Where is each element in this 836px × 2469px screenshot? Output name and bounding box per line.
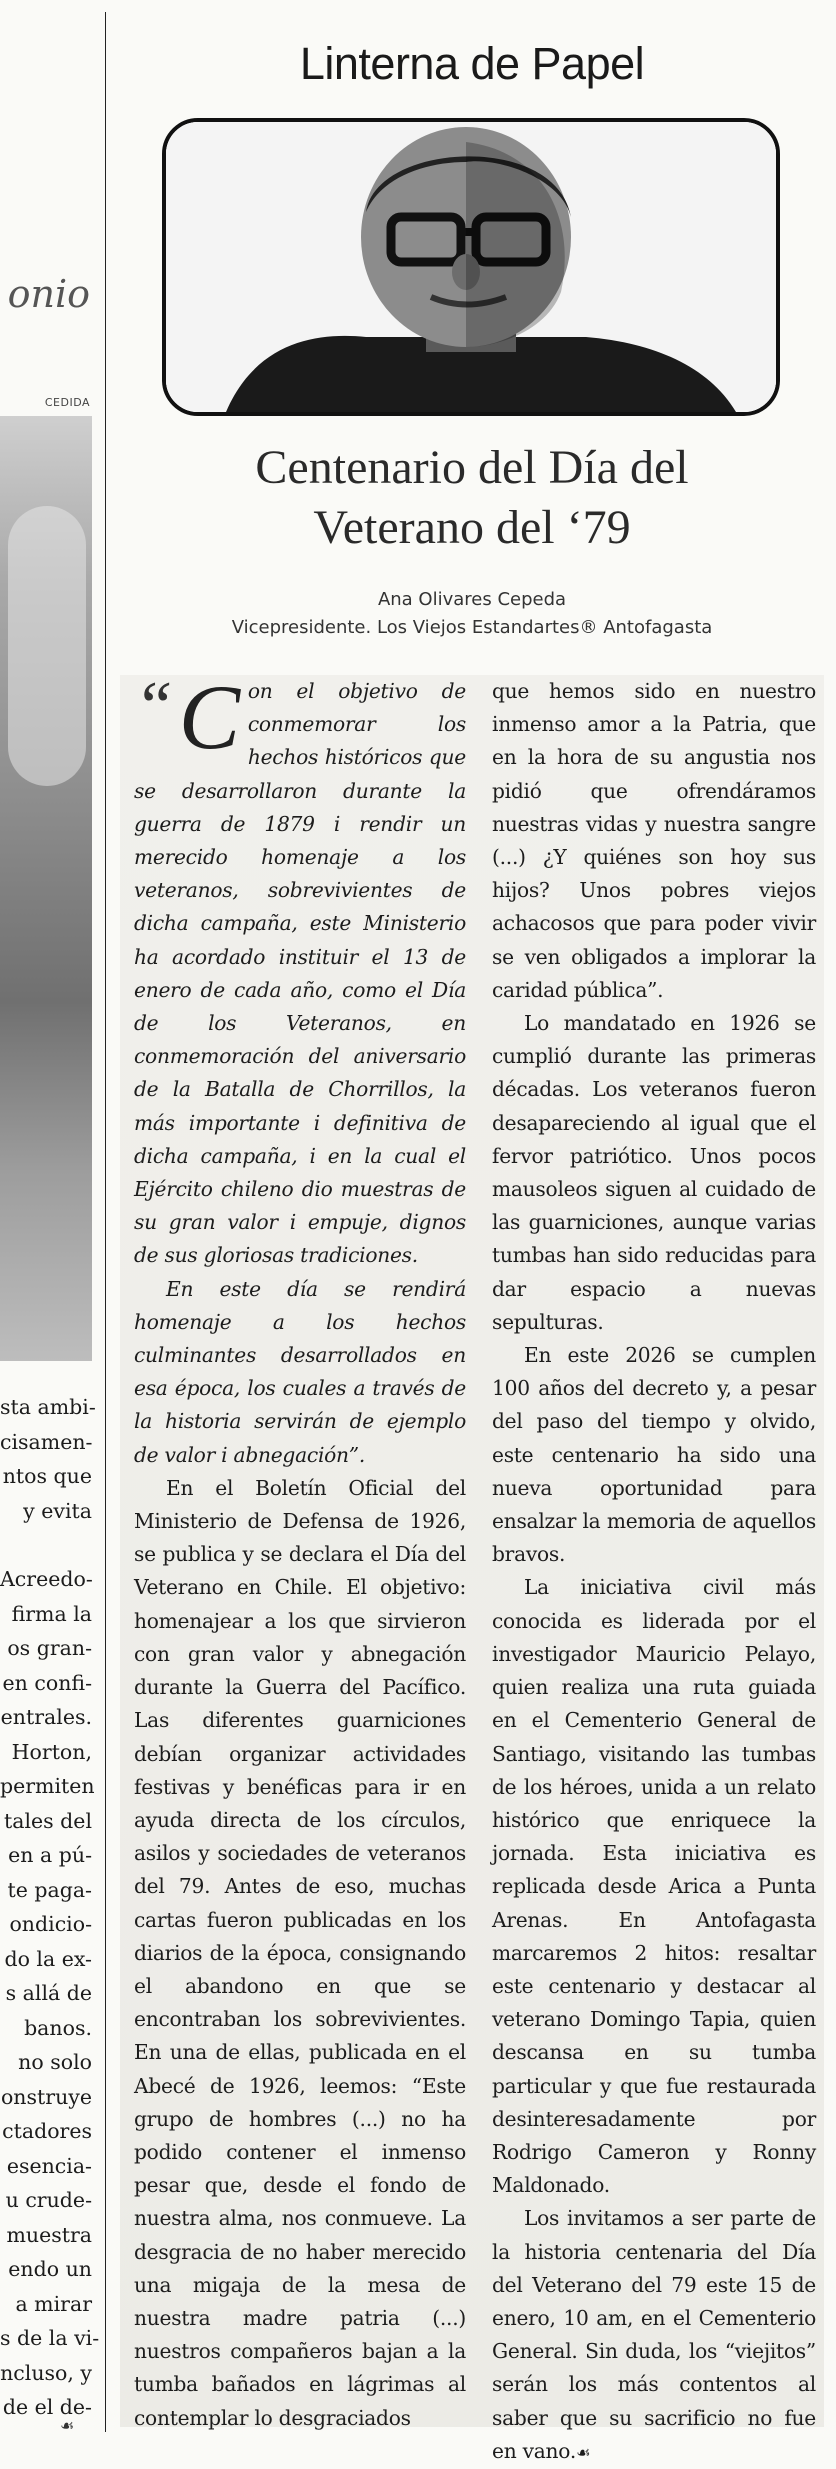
left-text-line: a mirar: [15, 2291, 92, 2316]
open-quote-mark: “: [134, 668, 173, 745]
portrait-illustration: [166, 122, 776, 412]
left-text-line: ctadores: [2, 2119, 92, 2143]
left-text-line: esencia-: [6, 2153, 92, 2178]
left-text-line: Horton,: [11, 1739, 92, 1764]
article-end-mark: ☙: [576, 2442, 591, 2462]
left-text-line: muestra: [6, 2222, 92, 2247]
photo-credit: CEDIDA: [44, 396, 90, 409]
paragraph-2: En este día se rendirá homenaje a los hechos culminantes desarrollados en esa época, los cuales a través de la historia servirán de ejemplo de valor i abnegación”.: [134, 1276, 466, 1467]
article-column-1: [134, 666, 466, 2435]
left-headline-fragment: onio: [7, 272, 90, 316]
left-text-line: endo un: [8, 2257, 92, 2281]
left-text-line: ncluso, y: [0, 2360, 92, 2385]
paragraph-5: Lo mandatado en 1926 se cumplió durante las primeras décadas. Los veteranos fueron desapareciendo al igual que el fervor patriótico. Unos pocos mausoleos siguen al cuidado de las guarniciones, aunque varias tumbas han sido reducidas para dar espacio a nuevas sepulturas.: [492, 1011, 816, 1334]
left-text-line: cisamen-: [0, 1429, 93, 1454]
author-name: Ana Olivares Cepeda: [377, 589, 567, 610]
article-headline: [120, 438, 824, 558]
left-text-line: s de la vi-: [0, 2326, 100, 2350]
left-text-line: no solo: [18, 2050, 92, 2074]
column-divider: [105, 12, 106, 2432]
opinion-column: [120, 0, 824, 2463]
left-photo: [0, 416, 92, 1361]
left-end-mark: ☙: [60, 2416, 75, 2435]
paragraph-decree-quote: [134, 666, 466, 1273]
left-text-line: u crude-: [5, 2188, 92, 2212]
left-text-line: sta ambi-: [0, 1395, 96, 1419]
left-text-line: [0, 1528, 92, 1562]
left-text-line: de el de-: [2, 2395, 92, 2419]
paragraph-1-text: on el objetivo de conmemorar los hechos históricos que se desarrollaron durante la guerra de 1879 i rendir un merecido homenaje a los veteranos, sobrevivientes de dicha campaña, este Ministerio ha acordado instituir el 13 de enero de cada año, como el Día de los Veteranos, en conmemoración del aniversario de la Batalla de Chorrillos, la más importante i definitiva de dicha campaña, i en la cual el Ejército chileno dio muestras de su gran valor i empuje, dignos de sus gloriosas tradiciones.: [134, 679, 466, 1268]
paragraph-8-text: Los invitamos a ser parte de la historia centenaria del Día del Veterano del 79 este 15 de enero, 10 am, en el Cementerio General. Sin duda, los “viejitos” serán los más contentos al saber que su sacrificio no fue en vano.: [492, 2206, 816, 2463]
left-text-line: os gran-: [7, 1636, 92, 1660]
left-text-line: en confi-: [2, 1670, 92, 1695]
article-column-2: [492, 675, 816, 2469]
author-role: Vicepresidente. Los Viejos Estandartes® Antofagasta: [231, 617, 713, 638]
left-text-line: y evita: [23, 1498, 92, 1523]
left-text-line: permiten: [0, 1774, 95, 1798]
left-text-line: entrales.: [0, 1705, 92, 1729]
left-text-line: ntos que: [2, 1464, 92, 1488]
left-body-text: [0, 1390, 100, 2425]
paragraph-7: La iniciativa civil más conocida es liderada por el investigador Mauricio Pelayo, quien realiza una ruta guiada en el Cementerio General de Santiago, visitando las tumbas de los héroes, unida a un relato histórico que enriquece la jornada. Esta iniciativa es replicada desde Arica a Punta Arenas. En Antofagasta marcaremos 2 hitos: resaltar este centenario y destacar al veterano Domingo Tapia, quien descansa en su tumba particular y que fue restaurada desinteresadamente por Rodrigo Cameron y Ronny Maldonado.: [492, 1575, 816, 2198]
headline-line-1: Centenario del Día del: [255, 441, 689, 494]
left-text-line: en a pú-: [8, 1843, 92, 1867]
left-text-line: Acreedo-: [0, 1567, 93, 1591]
paragraph-3: En el Boletín Oficial del Ministerio de Defensa de 1926, se publica y se declara el Día del Veterano en Chile. El objetivo: homenajear a los que sirvieron con gran valor y abnegación durante la Guerra del Pacífico. Las diferentes guarniciones debían organizar actividades festivas y benéficas para ir en ayuda directa de los círculos, asilos y sociedades de veteranos del 79. Antes de eso, muchas cartas fueron publicadas en los diarios de la época, consignando el abandono en que se encontraban los sobrevivientes. En una de ellas, publicada en el Abecé de 1926, leemos: “Este grupo de hombres (...) no ha podido contener el inmenso pesar que, desde el fondo de nuestra alma, nos conmueve. La desgracia de no haber merecido una migaja de la mesa de nuestra madre patria (...) nuestros compañeros bajan a la tumba bañados en lágrimas al contemplar lo desgraciados: [134, 1475, 466, 2430]
article-body: [120, 666, 824, 2463]
drop-cap: C: [178, 666, 240, 768]
paragraph-6: En este 2026 se cumplen 100 años del decreto y, a pesar del paso del tiempo y olvido, este centenario ha sido una nueva oportunidad para ensalzar la memoria de aquellos bravos.: [492, 1343, 816, 1567]
left-text-line: banos.: [24, 2015, 92, 2040]
paragraph-8: [492, 2202, 816, 2469]
paragraph-4: que hemos sido en nuestro inmenso amor a la Patria, que en la hora de su angustia nos pidió que ofrendáramos nuestras vidas y nuestra sangre (...) ¿Y quiénes son hoy sus hijos? Unos pobres viejos achacosos que para poder vivir se ven obligados a implorar la caridad pública”.: [492, 679, 816, 1002]
author-block: [120, 586, 824, 642]
left-text-line: s allá de: [5, 1981, 92, 2005]
left-text-line: ondicio-: [9, 1912, 92, 1936]
left-text-line: do la ex-: [4, 1946, 92, 1971]
section-title: Linterna de Papel: [299, 38, 645, 89]
left-text-line: onstruye: [0, 2084, 92, 2109]
left-text-line: te paga-: [7, 1877, 92, 1902]
left-text-line: tales del: [4, 1808, 92, 1833]
left-neighbor-column: [0, 0, 100, 2440]
columnist-portrait: [162, 118, 780, 416]
headline-line-2: Veterano del ‘79: [313, 501, 631, 554]
left-text-line: firma la: [11, 1601, 92, 1626]
